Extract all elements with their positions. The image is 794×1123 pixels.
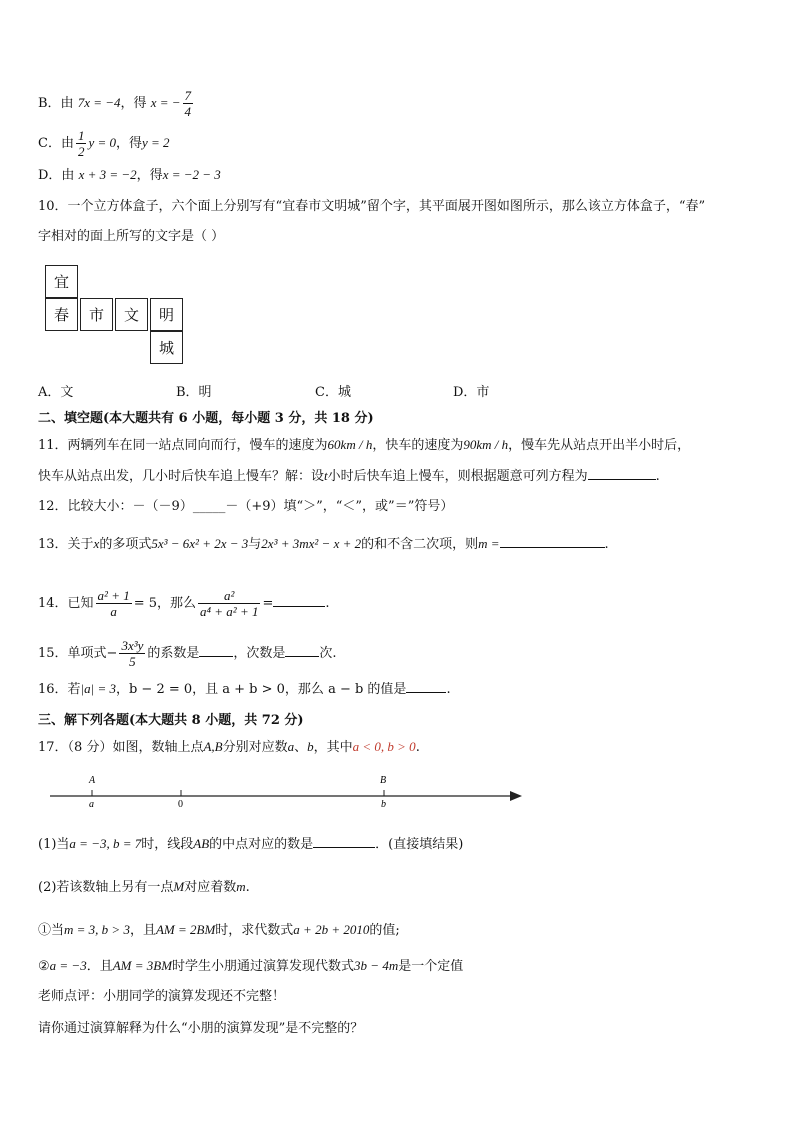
numerator: 7 — [184, 88, 192, 103]
numerator: 3x³y — [121, 638, 144, 653]
q9-option-b — [38, 88, 195, 119]
equation: |a| = 3 — [80, 681, 116, 696]
net-cell: 文 — [115, 298, 148, 331]
text: 17．（8 分）如图，数轴上点 — [38, 740, 204, 755]
text: ①当 — [38, 923, 65, 938]
option-b: B．明 — [176, 385, 212, 400]
section-heading: 二、填空题(本大题共有 6 小题，每小题 3 分，共 18 分) — [38, 411, 374, 426]
equation: 7x = −4 — [77, 95, 121, 110]
variable: t — [324, 468, 328, 483]
text: 与 — [248, 537, 262, 552]
text: (2)若该数轴上另有一点 — [38, 880, 174, 895]
text: 对应着数 — [184, 880, 237, 895]
text: 15．单项式 — [38, 646, 107, 661]
variable: m — [236, 879, 246, 894]
expression: a + 2b + 2010 — [293, 922, 370, 937]
text: = — [262, 596, 274, 611]
fraction — [76, 128, 87, 159]
fraction — [183, 88, 194, 119]
equation: m = 3, b > 3 — [64, 922, 130, 937]
equation: m = — [478, 536, 500, 551]
denominator: 4 — [184, 104, 192, 119]
text: ．(直接填结果) — [375, 837, 464, 852]
text: 的值; — [369, 923, 400, 938]
arrow-icon — [510, 791, 522, 801]
variable: a — [287, 739, 295, 754]
q12: 12．比较大小：－（－9）_____－（+9）填“＞”，“＜”，或”＝”符号） — [38, 499, 454, 514]
text: 时学生小朋通过演算发现代数式 — [172, 959, 355, 974]
net-cell: 明 — [150, 298, 183, 331]
numerator: 1 — [77, 128, 85, 143]
question-ask: 请你通过演算解释为什么“小朋的演算发现”是不完整的？ — [38, 1021, 364, 1036]
net-cell: 城 — [150, 331, 183, 364]
q9-option-d — [38, 166, 221, 185]
text: 的和不含二次项，则 — [361, 537, 479, 552]
polynomial: 2x³ + 3mx² − x + 2 — [261, 536, 362, 551]
text: . — [604, 537, 609, 552]
numerator: a² + 1 — [97, 588, 130, 603]
text: 快车从站点出发，几小时后快车追上慢车？解：设 — [38, 469, 325, 484]
text: = 5，那么 — [133, 596, 197, 611]
equation: a = −3, b = 7 — [69, 836, 142, 851]
option-label: C．由 — [38, 136, 74, 151]
text: . — [245, 880, 250, 895]
text: ② — [38, 959, 50, 974]
text: (1)当 — [38, 837, 70, 852]
q14 — [38, 588, 330, 619]
option-label: B．由 — [38, 96, 74, 111]
point-value: b — [381, 799, 386, 810]
text: 是一个定值 — [398, 959, 464, 974]
denominator: 5 — [129, 654, 136, 669]
q17-sub1 — [38, 921, 400, 940]
text: ，慢车先从站点开出半小时后， — [508, 438, 691, 453]
answer-blank[interactable] — [285, 644, 319, 657]
text: . — [446, 682, 451, 697]
text: 14．已知 — [38, 596, 94, 611]
text: . — [415, 740, 420, 755]
denominator: a — [110, 604, 117, 619]
text: ，b − 2 = 0，且 a + b > 0，那么 a − b 的值是 — [115, 682, 407, 697]
q15 — [38, 638, 337, 669]
net-cell: 宜 — [45, 265, 78, 298]
text: ，得 — [120, 96, 147, 111]
text: ，得 — [136, 168, 163, 183]
text: 、 — [294, 740, 308, 755]
q16 — [38, 680, 451, 699]
text: 小时后快车追上慢车，则根据题意可列方程为 — [327, 469, 588, 484]
point-label: A — [89, 775, 96, 786]
text: 的中点对应的数是 — [209, 837, 314, 852]
equation: y = 0 — [88, 135, 116, 150]
answer-blank[interactable] — [588, 467, 656, 480]
text: ，其中 — [313, 740, 353, 755]
condition: a < 0, b > 0 — [352, 739, 416, 754]
fraction — [198, 588, 260, 619]
option-a: A．文 — [38, 385, 74, 400]
answer-blank[interactable] — [313, 835, 375, 848]
teacher-comment: 老师点评：小朋同学的演算发现还不完整！ — [38, 989, 286, 1004]
answer-blank[interactable] — [199, 644, 233, 657]
origin-label: 0 — [178, 799, 183, 810]
speed: 60km / h — [327, 437, 373, 452]
equation: y = 2 — [142, 135, 170, 150]
fraction — [96, 588, 132, 619]
speed: 90km / h — [463, 437, 509, 452]
text: 13．关于 — [38, 537, 94, 552]
variable: x — [93, 536, 100, 551]
text: . — [325, 596, 330, 611]
q17-sub2 — [38, 957, 463, 976]
variable: b — [307, 739, 314, 754]
equation: x + 3 = −2 — [78, 167, 137, 182]
text: 分别对应数 — [222, 740, 288, 755]
option-label: D．由 — [38, 168, 75, 183]
number-line — [40, 770, 530, 810]
q10-line2: 字相对的面上所写的文字是（ ） — [38, 229, 225, 244]
denominator: 2 — [77, 144, 85, 159]
segment: AB — [193, 836, 210, 851]
equation: a = −3 — [49, 958, 87, 973]
numerator: a² — [198, 588, 260, 604]
text: . — [655, 469, 660, 484]
answer-blank[interactable] — [406, 680, 446, 693]
denominator: a⁴ + a² + 1 — [200, 604, 259, 619]
text: 次. — [319, 646, 337, 661]
equation: AM = 2BM — [155, 922, 216, 937]
q17-part2 — [38, 878, 250, 897]
q17-part1 — [38, 835, 463, 854]
text: ，得 — [116, 136, 143, 151]
fraction — [119, 638, 145, 669]
option-d: D．市 — [453, 385, 490, 400]
q17-head — [38, 738, 420, 757]
text: 时，线段 — [141, 837, 194, 852]
option-c: C．城 — [315, 385, 351, 400]
point-label: B — [380, 775, 387, 786]
text: 时，求代数式 — [215, 923, 294, 938]
text: ．且 — [86, 959, 113, 974]
point: M — [173, 879, 185, 894]
polynomial: 5x³ − 6x² + 2x − 3 — [151, 536, 249, 551]
q13 — [38, 535, 609, 554]
expression: 3b − 4m — [354, 958, 399, 973]
points: A,B — [203, 739, 223, 754]
point-value: a — [89, 799, 94, 810]
text: 16．若 — [38, 682, 81, 697]
section-heading: 三、解下列各题(本大题共 8 小题，共 72 分) — [38, 713, 304, 728]
equation: x = − — [150, 95, 181, 110]
minus-sign: − — [106, 646, 118, 661]
answer-blank[interactable] — [273, 594, 325, 607]
equation: x = −2 − 3 — [162, 167, 221, 182]
net-cell: 市 — [80, 298, 113, 331]
text: ，且 — [129, 923, 156, 938]
q11-line1 — [38, 436, 690, 455]
answer-blank[interactable] — [500, 535, 605, 548]
q9-option-c — [38, 128, 170, 159]
equation: AM = 3BM — [112, 958, 173, 973]
net-cell: 春 — [45, 298, 78, 331]
q10-line1: 10．一个立方体盒子，六个面上分别写有“宜春市文明城”留个字，其平面展开图如图所示，那么该立方体盒子，“春” — [38, 199, 706, 214]
text: ，快车的速度为 — [372, 438, 464, 453]
text: 的多项式 — [99, 537, 152, 552]
text: 11．两辆列车在同一站点同向而行，慢车的速度为 — [38, 438, 328, 453]
q11-line2 — [38, 467, 660, 486]
text: ，次数是 — [233, 646, 286, 661]
text: 的系数是 — [147, 646, 200, 661]
